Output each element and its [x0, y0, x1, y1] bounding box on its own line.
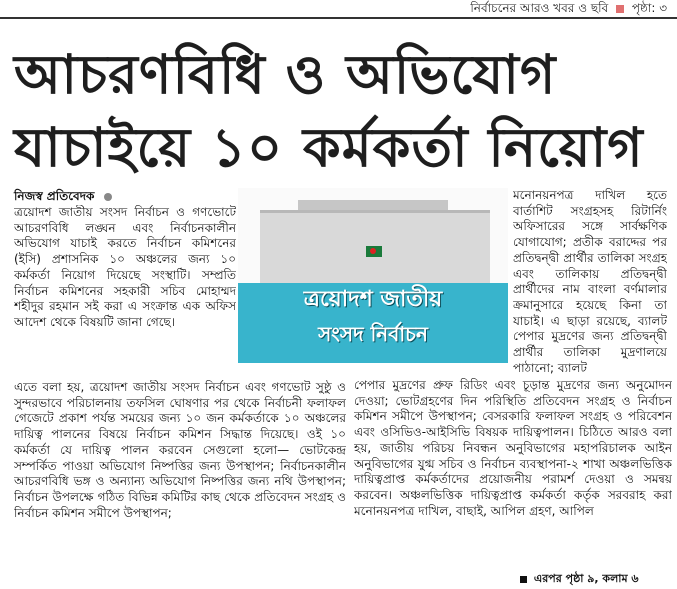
section-header [300, 0, 677, 16]
bangladesh-flag-icon [366, 246, 382, 257]
article-column-1: ত্রয়োদশ জাতীয় সংসদ নির্বাচন ও গণভোটে আচরণবিধি লঙ্ঘন এবং নির্বাচনকালীন অভিযোগ যাচাই করতে নির্বাচন কমিশনের (ইসি) প্রশাসনিক ১০ অঞ্চলের জন্য ১০ কর্মকর্তা নিয়োগ দিয়েছে সংস্থাটি। সম্প্রতি নির্বাচন কমিশনের সহকারী সচিব মোহাম্মদ শহীদুর রহমান সই করা এ সংক্রান্ত এক অফিস আদেশ থেকে বিষয়টি জানা গেছে। [14, 205, 236, 329]
election-graphic [238, 188, 508, 366]
article-lower-right: পেপার মুদ্রণের প্রুফ রিডিং এবং চূড়ান্ত মুদ্রণের জন্য অনুমোদন দেওয়া; ভোটগ্রহণের দিন পরিস্থিতি প্রতিবেদন সংগ্রহ ও নির্বাচন কমিশন সমীপে উপস্থাপন; বেসরকারি ফলাফল সংগ্রহ ও পরিবেশন এবং ওসিভিও-আইসিভি বিষয়ক দায়িত্বপালন। চিঠিতে আরও বলা হয়, জাতীয় পরিচয় নিবন্ধন অনুবিভাগের মহাপরিচালক আইন অনুবিভাগের যুগ্ম সচিব ও নির্বাচন ব্যবস্থাপনা-২ শাখা অঞ্চলভিত্তিক দায়িত্বপ্রাপ্ত কর্মকর্তাদের প্রয়োজনীয় পরামর্শ দেওয়া ও সমন্বয় করবেন। অঞ্চলভিত্তিক দায়িত্বপ্রাপ্ত কর্মকর্তা কর্তৃক সরবরাহ করা মনোনয়নপত্র দাখিল, বাছাই, আপিল গ্রহণ, আপিল [354, 378, 672, 518]
continuation-note [520, 570, 639, 589]
article-lower-left: এতে বলা হয়, ত্রয়োদশ জাতীয় সংসদ নির্বাচন এবং গণভোট সুষ্ঠু ও সুন্দরভাবে পরিচালনায় তফসিল ঘোষণার পর থেকে নির্বাচনী ফলাফল গেজেটে প্রকাশ পর্যন্ত সময়ের জন্য ১০ জন কর্মকর্তাকে ১০ অঞ্চলের দায়িত্ব পালনের বিষয়ে নির্বাচন কমিশন সিদ্ধান্ত দিয়েছে। ওই ১০ কর্মকর্তা যে দায়িত্ব পালন করবেন সেগুলো হলো— ভোটকেন্দ্র সম্পর্কিত পাওয়া অভিযোগ নিষ্পত্তির জন্য উপস্থাপন; নির্বাচনকালীন আচরণবিধি ভঙ্গ ও অন্যান্য অভিযোগ নিষ্পত্তির জন্য নথি উপস্থাপন; নির্বাচন উপলক্ষে গঠিত বিভিন্ন কমিটির কাছ থেকে প্রতিবেদন সংগ্রহ ও নির্বাচন কমিশন সমীপে উপস্থাপন; [14, 380, 346, 520]
section-label: নির্বাচনের আরও খবর ও ছবি [470, 1, 609, 15]
byline-text: নিজস্ব প্রতিবেদক [14, 189, 95, 203]
graphic-title-line-2: সংসদ নির্বাচন [318, 322, 428, 346]
page-number: পৃষ্ঠা: ৩ [631, 1, 667, 15]
continuation-square-icon [520, 576, 527, 583]
article-column-3: মনোনয়নপত্র দাখিল হতে বার্তাশিট সংগ্রহসহ রিটার্নিং অফিসারের সঙ্গে সার্বক্ষণিক যোগাযোগ; প্রতীক বরাদ্দের পর প্রতিদ্বন্দ্বী প্রার্থীর তালিকা সংগ্রহ এবং তালিকায় প্রতিদ্বন্দ্বী প্রার্থীদের নাম বাংলা বর্ণমালার ক্রমানুসারে হয়েছে কিনা তা যাচাই। এ ছাড়া রয়েছে, ব্যালট পেপার মুদ্রণের জন্য প্রতিদ্বন্দ্বী প্রার্থীর তালিকা মুদ্রণালয়ে পাঠানো; ব্যালট [513, 188, 667, 375]
headline-line-2: যাচাইয়ে ১০ কর্মকর্তা নিয়োগ [14, 116, 644, 179]
byline-dot-icon [104, 193, 112, 201]
top-rule [0, 17, 677, 19]
square-bullet-icon [616, 5, 624, 13]
headline-line-1: আচরণবিধি ও অভিযোগ [14, 43, 557, 106]
graphic-title-line-1: ত্রয়োদশ জাতীয় [303, 287, 443, 312]
continuation-text: এরপর পৃষ্ঠা ৯, কলাম ৬ [533, 572, 639, 585]
